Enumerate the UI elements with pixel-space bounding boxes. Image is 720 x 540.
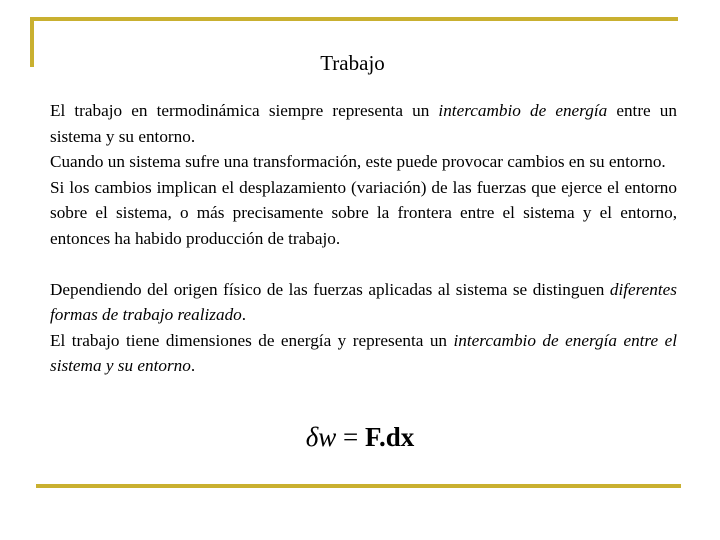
slide-title: Trabajo — [320, 51, 385, 75]
paragraph-5: El trabajo tiene dimensiones de energía y representa un intercambio de energía entre el sistema y su entorno. — [50, 330, 677, 376]
frame-top-border — [30, 17, 678, 21]
paragraph-gap — [50, 252, 677, 277]
formula-lhs: δw — [305, 422, 337, 452]
slide-body — [50, 98, 677, 379]
emphasis-energy-exchange: intercambio de energía — [438, 101, 608, 120]
paragraph-3: Si los cambios implican el desplazamiento (variación) de las fuerzas que ejerce el entorno sobre el sistema, o más precisamente sobre la frontera entre el sistema y el entorno, entonces ha habido producción de trabajo. — [50, 177, 677, 248]
paragraph-2: Cuando un sistema sufre una transformación, este puede provocar cambios en su entorno. — [50, 152, 666, 172]
frame-bottom-border — [36, 484, 681, 488]
paragraph-4: Dependiendo del origen físico de las fuerzas aplicadas al sistema se distinguen diferentes formas de trabajo realizado. — [50, 279, 677, 325]
paragraph-1: El trabajo en termodinámica siempre representa un intercambio de energía entre un sistema y su entorno. — [50, 101, 677, 146]
emphasis-work-forms: diferentes formas de trabajo realizado — [50, 279, 677, 325]
formula-equals: = — [336, 422, 365, 452]
emphasis-energy-exchange-2: intercambio de energía entre el sistema y su entorno — [50, 330, 677, 376]
formula-rhs: F.dx — [365, 422, 415, 452]
work-formula — [0, 422, 720, 453]
